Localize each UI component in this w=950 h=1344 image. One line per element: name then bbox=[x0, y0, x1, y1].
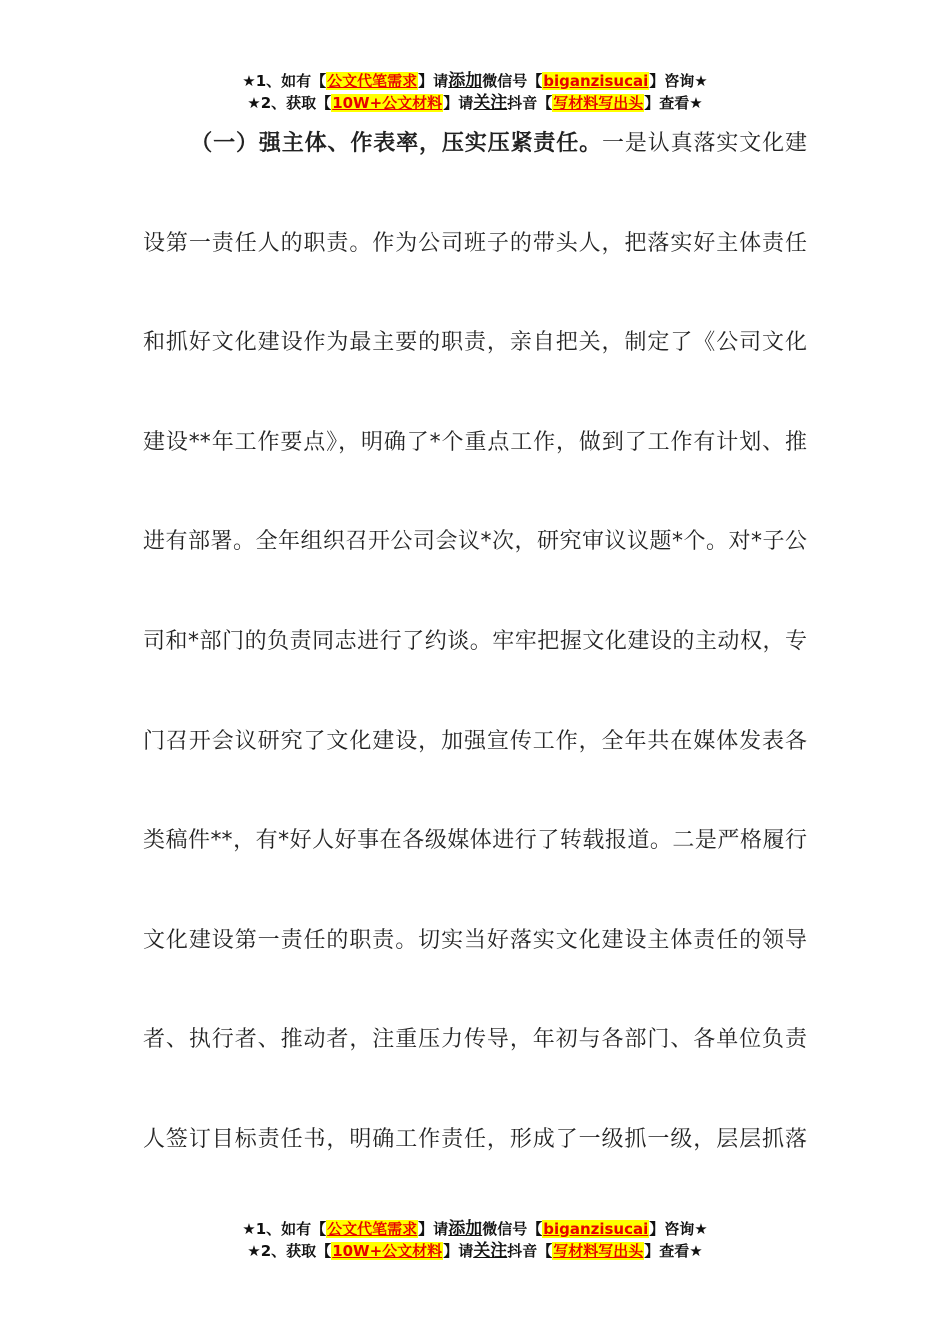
promo-line-2: ★2、获取【10W+公文材料】请关注抖音【写材料写出头】查看★ bbox=[247, 93, 703, 113]
body-line: 人签订目标责任书，明确工作责任，形成了一级抓一级，层层抓落 bbox=[143, 1126, 807, 1152]
promo-douyin-id: 写材料写出头 bbox=[553, 1242, 644, 1260]
section-heading: （一）强主体、作表率，压实压紧责任。 bbox=[190, 131, 602, 156]
body-line: 进有部署。全年组织召开公司会议*次，研究审议议题*个。对*子公 bbox=[143, 529, 807, 555]
document-body bbox=[143, 120, 807, 1216]
promo-line-1: ★1、如有【公文代笔需求】请添加微信号【biganzisucai】咨询★ bbox=[242, 1219, 708, 1239]
promo-underlined: 关注 bbox=[473, 93, 508, 113]
promo-wechat-id: biganzisucai bbox=[543, 1220, 649, 1238]
promo-line-1: ★1、如有【公文代笔需求】请添加微信号【biganzisucai】咨询★ bbox=[242, 71, 708, 91]
promo-underlined: 添加 bbox=[448, 1219, 483, 1239]
body-line: 者、执行者、推动者，注重压力传导，年初与各部门、各单位负责 bbox=[143, 1027, 807, 1053]
body-line: 和抓好文化建设作为最主要的职责，亲自把关，制定了《公司文化 bbox=[143, 330, 807, 356]
body-line: 类稿件**，有*好人好事在各级媒体进行了转载报道。二是严格履行 bbox=[143, 828, 807, 854]
promo-line-2: ★2、获取【10W+公文材料】请关注抖音【写材料写出头】查看★ bbox=[247, 1241, 703, 1261]
body-line: 建设**年工作要点》，明确了*个重点工作，做到了工作有计划、推 bbox=[143, 429, 807, 455]
body-line: （一）强主体、作表率，压实压紧责任。一是认真落实文化建 bbox=[190, 131, 807, 156]
body-line: 门召开会议研究了文化建设，加强宣传工作，全年共在媒体发表各 bbox=[143, 728, 807, 754]
promo-underlined: 关注 bbox=[473, 1241, 508, 1261]
body-line: 文化建设第一责任的职责。切实当好落实文化建设主体责任的领导 bbox=[143, 927, 807, 953]
promo-highlight: 公文代笔需求 bbox=[327, 1220, 418, 1238]
promo-wechat-id: biganzisucai bbox=[543, 72, 649, 90]
promo-douyin-id: 写材料写出头 bbox=[553, 94, 644, 112]
body-line: 司和*部门的负责同志进行了约谈。牢牢把握文化建设的主动权，专 bbox=[143, 628, 807, 654]
body-line: 设第一责任人的职责。作为公司班子的带头人，把落实好主体责任 bbox=[143, 230, 807, 256]
header-promo-banner bbox=[0, 70, 950, 114]
promo-highlight: 10W+公文材料 bbox=[332, 1242, 443, 1260]
promo-highlight: 公文代笔需求 bbox=[327, 72, 418, 90]
promo-underlined: 添加 bbox=[448, 71, 483, 91]
promo-highlight: 10W+公文材料 bbox=[332, 94, 443, 112]
footer-promo-banner bbox=[0, 1218, 950, 1262]
